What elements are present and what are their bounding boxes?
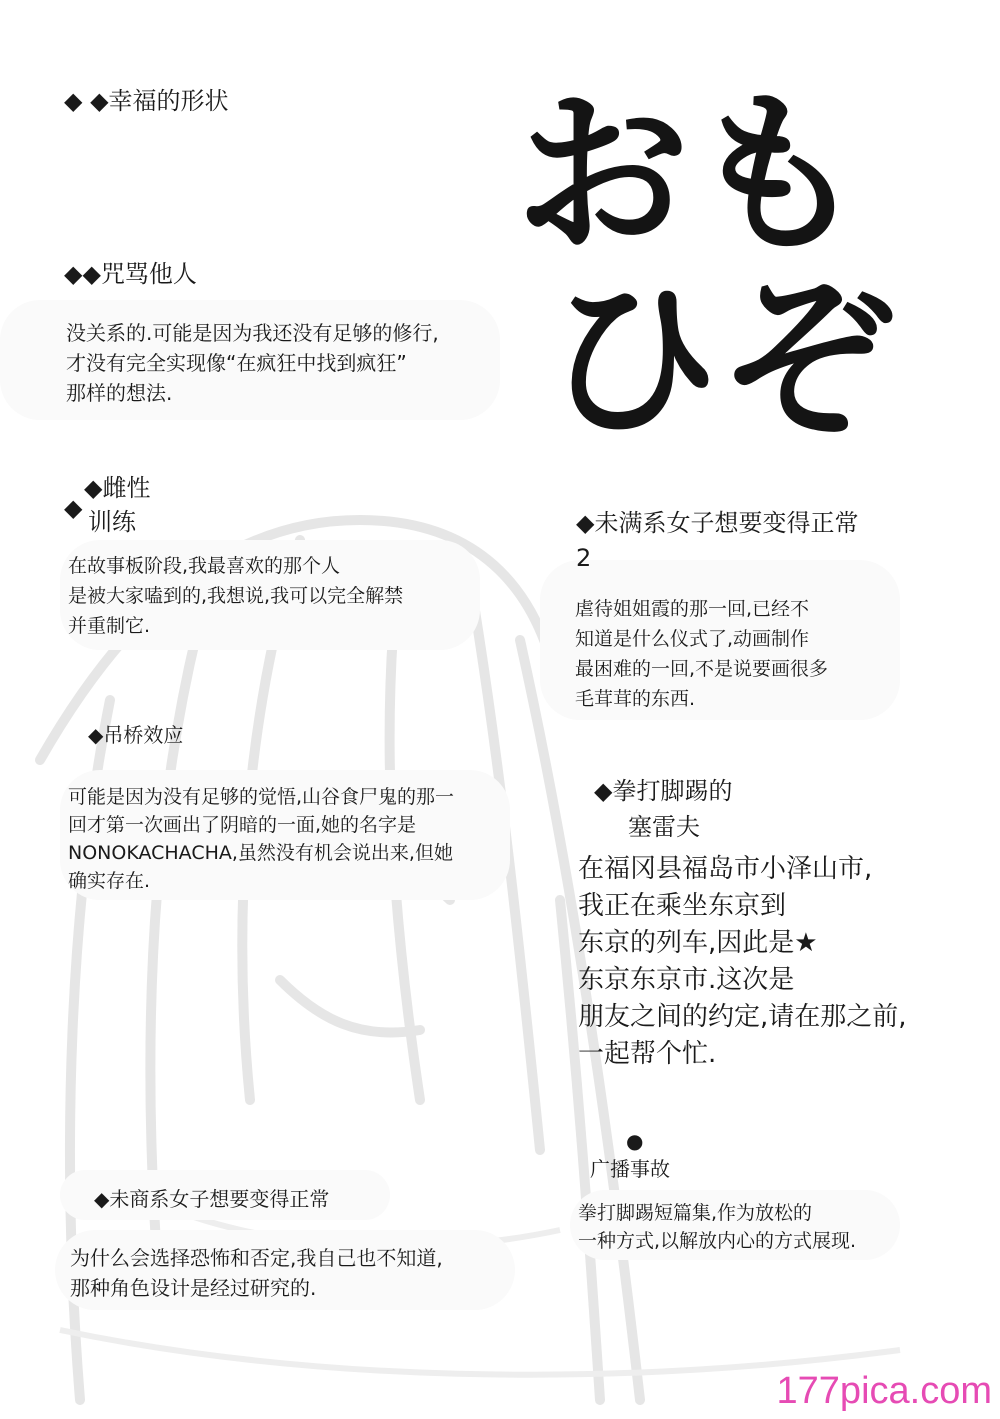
section-heading-broadcast: 广播事故 [590,1157,670,1181]
text-line: 那样的想法. [66,381,173,405]
text-line: 拳打脚踢短篇集,作为放松的 [578,1202,813,1224]
text-line: NONOKACHACHA,虽然没有机会说出来,但她 [68,842,453,864]
text-line: 并重制它. [68,615,151,637]
logo-line-1: おも [515,85,865,277]
text-line: 回才第一次画出了阴暗的一面,她的名字是 [68,814,417,836]
section-heading-immature: ◆未满系女子想要变得正常 [576,509,859,537]
text-line: 才没有完全实现像“在疯狂中找到疯狂” [66,351,407,375]
section-heading-marker: ◆ [64,494,83,522]
text-line: 没关系的.可能是因为我还没有足够的修行, [66,321,439,345]
section-heading-immature-line2: 2 [576,544,592,572]
section-heading-curse: ◆◆咒骂他人 [64,260,197,288]
section-heading-female-line2: 训练 [88,508,136,536]
text-line: 是被大家嗑到的,我想说,我可以完全解禁 [68,585,404,607]
text-line: 毛茸茸的东西. [575,688,696,710]
text-line: 朋友之间的约定,请在那之前, [578,1002,907,1032]
section-heading-female: ◆雌性 [84,474,151,502]
logo-line-2: ひぞ [545,259,895,462]
text-line: 可能是因为没有足够的觉悟,山谷食尸鬼的那一 [68,786,455,808]
text-line: 虐待姐姐霞的那一回,已经不 [575,598,810,620]
section-heading-fight: ◆拳打脚踢的 [594,777,733,805]
text-line: 知道是什么仪式了,动画制作 [575,628,810,650]
section-heading-happiness: ◆ ◆幸福的形状 [64,87,229,115]
section-heading-broadcast-marker: ● [626,1129,644,1153]
text-line: 为什么会选择恐怖和否定,我自己也不知道, [70,1246,443,1270]
text-line: 东京的列车,因此是★ [578,928,818,958]
text-line: 一起帮个忙. [578,1039,717,1069]
text-line: 最困难的一回,不是说要画很多 [575,658,829,680]
section-heading-commerce: ◆未商系女子想要变得正常 [94,1187,330,1211]
text-line: 那种角色设计是经过研究的. [70,1276,317,1300]
text-line: 东京东京市.这次是 [578,965,795,995]
site-watermark: 177pica.com [776,1370,992,1412]
text-line: 我正在乘坐东京到 [578,891,787,921]
text-line: 确实存在. [68,870,151,892]
text-line: 一种方式,以解放内心的方式展现. [578,1230,857,1252]
text-line: 在福冈县福岛市小泽山市, [578,854,873,884]
title-logo [505,85,925,475]
section-heading-fight-line2: 塞雷夫 [628,813,700,841]
section-heading-bridge: ◆吊桥效应 [88,723,184,747]
text-line: 在故事板阶段,我最喜欢的那个人 [68,555,341,577]
